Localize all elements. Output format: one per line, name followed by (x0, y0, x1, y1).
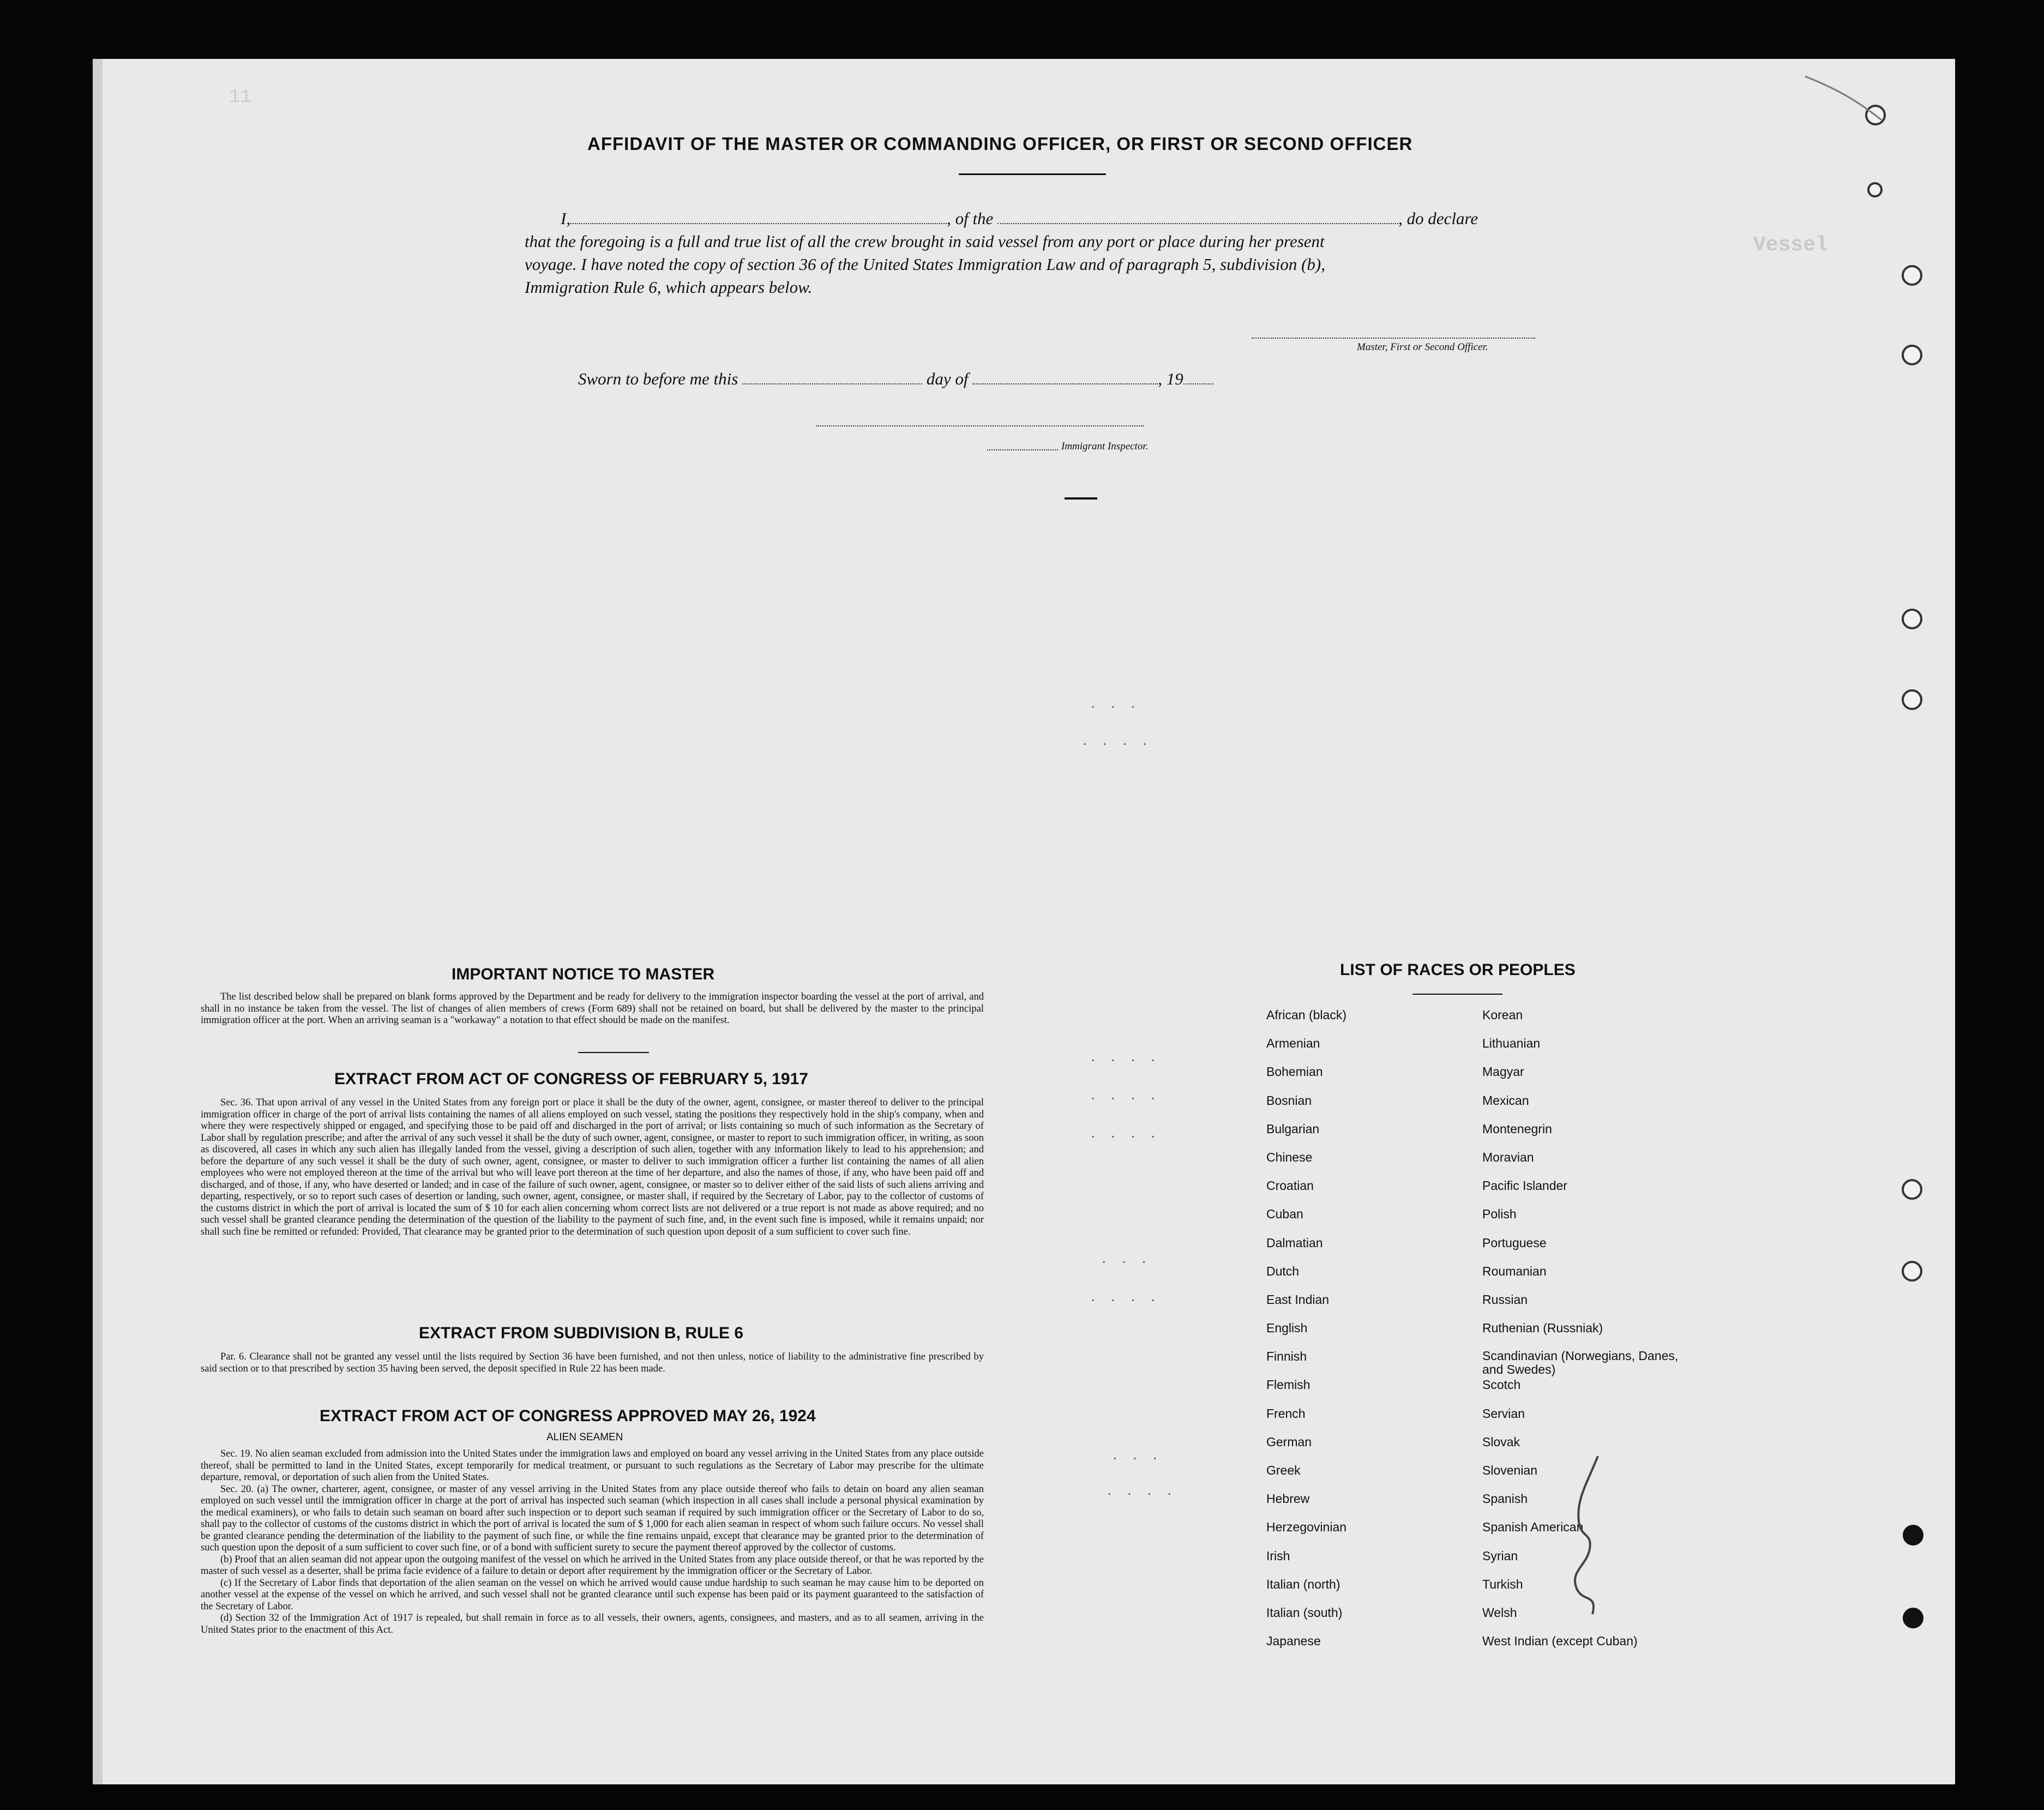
binder-hole (1903, 1525, 1923, 1546)
race-item: Pacific Islander (1482, 1178, 1567, 1193)
race-item: Herzegovinian (1266, 1520, 1347, 1535)
race-item: Portuguese (1482, 1235, 1547, 1250)
race-item: Flemish (1266, 1378, 1310, 1392)
binder-hole (1902, 265, 1922, 286)
declaration-line-1: I, , of the , do declare (561, 209, 1478, 228)
extract-1917-text: Sec. 36. That upon arrival of any vessel in the United States from any foreign port or place it shall be the duty of the owner, agent, consignee, or master thereof to deliver to the principal immigration officer in charge of the port of arrival lists containing the names of all aliens employed on such vessel, stating the positions they respectively hold in the ship's company, when and where they were respectively shipped or engaged, and specifying those to be paid off and discharged in the port of arrival; or lists containing so much of such information as the Secretary of Labor shall by regulation prescribe; and after the arrival of any such vessel it shall be the duty of such owner, agent, consignee, or master to report to such immigration officer, in writing, as soon as discovered, all cases in which any such alien has illegally landed from the vessel, giving a description of such alien, together with any information likely to lead to his apprehension; and before the departure of any such vessel it shall be the duty of such owner, agent, consignee, or master to deliver to such immigration officer a further list containing the names of all alien employees who were not employed thereon at the time of the arrival but who will leave port thereon at the time of her departure, and also the names of those, if any, who have been paid off and discharged, and of those, if any, who have deserted or landed; and in case of the failure of such owner, agent, consignee, or master so to deliver either of the said lists of such aliens arriving and departing, respectively, or so to report such cases of desertion or landing, such owner, agent, consignee, or master shall, if required by the Secretary of Labor, pay to the collector of customs of the customs district in which the port of arrival is located the sum of $ 10 for each alien concerning whom correct lists are not delivered or a true report is not made as above required; and no such vessel shall be granted clearance pending the determination of the question of the liability to the payment of such fine, and, in the event such fine is imposed, while it remains unpaid; nor shall such fine be remitted or refunded: Provided, That clearance may be granted prior to the determination of such question upon deposit of a sum sufficient to cover such fine. (201, 1097, 984, 1237)
title-rule (959, 173, 1106, 175)
race-item: West Indian (except Cuban) (1482, 1634, 1638, 1649)
sworn-line: Sworn to before me this day of , 19 (578, 369, 1213, 389)
bleed-page-number: 11 (229, 87, 251, 108)
race-item: African (black) (1266, 1008, 1346, 1022)
dot-marks: . . . (1091, 694, 1141, 712)
race-item: East Indian (1266, 1292, 1330, 1307)
sworn-day-field[interactable] (742, 370, 922, 384)
binder-hole (1902, 1261, 1922, 1282)
race-item: Japanese (1266, 1634, 1321, 1649)
race-item: Dalmatian (1266, 1235, 1323, 1250)
dot-marks: . . . . (1091, 1123, 1161, 1141)
race-item: Bohemian (1266, 1065, 1323, 1079)
race-item: French (1266, 1406, 1306, 1421)
race-item: Scotch (1482, 1378, 1521, 1392)
race-item: Magyar (1482, 1065, 1524, 1079)
binder-hole (1903, 1608, 1923, 1628)
corner-pencil-mark (1800, 65, 1909, 131)
ink-mark (1065, 497, 1097, 500)
master-signature-caption: Master, First or Second Officer. (1357, 341, 1488, 353)
race-item: Dutch (1266, 1264, 1300, 1278)
dot-marks: . . . . (1091, 1085, 1161, 1103)
dot-marks: . . . . (1107, 1481, 1177, 1499)
race-item: Russian (1482, 1292, 1528, 1307)
race-item: Slovak (1482, 1434, 1520, 1449)
inspector-caption: Immigrant Inspector. (1061, 441, 1149, 452)
races-left-column (1266, 1008, 1346, 1662)
dot-marks: . . . (1102, 1249, 1152, 1267)
race-item: Mexican (1482, 1093, 1529, 1108)
race-item: Moravian (1482, 1150, 1534, 1164)
binder-hole (1902, 609, 1922, 629)
dot-marks: . . . (1113, 1445, 1163, 1463)
race-item: Slovenian (1482, 1463, 1538, 1477)
race-item: Spanish (1482, 1492, 1528, 1506)
race-item: Cuban (1266, 1207, 1303, 1222)
sworn-month-field[interactable] (972, 370, 1158, 384)
section-rule (578, 1052, 649, 1053)
extract-rule6-title: EXTRACT FROM SUBDIVISION B, RULE 6 (419, 1324, 744, 1342)
inspector-signature-line[interactable] (816, 424, 1144, 426)
races-title-rule (1412, 994, 1502, 995)
declaration-line-4: Immigration Rule 6, which appears below. (525, 278, 813, 297)
race-item: Korean (1482, 1008, 1523, 1022)
extract-1917-title: EXTRACT FROM ACT OF CONGRESS OF FEBRUARY 5, 1917 (334, 1070, 808, 1088)
notice-title: IMPORTANT NOTICE TO MASTER (452, 965, 715, 983)
race-item: Scandinavian (Norwegians, Danes, and Swedes) (1482, 1349, 1679, 1377)
binder-hole (1867, 182, 1883, 197)
race-item: Servian (1482, 1406, 1525, 1421)
race-item: Chinese (1266, 1150, 1313, 1164)
declaration-line-2: that the foregoing is a full and true list of all the crew brought in said vessel from any port or place during her present (525, 232, 1325, 251)
races-title: LIST OF RACES OR PEOPLES (1340, 961, 1576, 979)
race-item: Roumanian (1482, 1264, 1547, 1278)
declaration-line-3: voyage. I have noted the copy of section 36 of the United States Immigration Law and of paragraph 5, subdivision (b), (525, 255, 1325, 274)
affidavit-title: AFFIDAVIT OF THE MASTER OR COMMANDING OFFICER, OR FIRST OR SECOND OFFICER (587, 134, 1413, 154)
vessel-field[interactable] (997, 210, 1398, 224)
extract-1924-title: EXTRACT FROM ACT OF CONGRESS APPROVED MAY 26, 1924 (320, 1407, 816, 1425)
dot-marks: . . . . (1091, 1287, 1161, 1305)
race-item: Finnish (1266, 1349, 1307, 1364)
race-item: Spanish American (1482, 1520, 1584, 1535)
declaration-text (525, 207, 1540, 299)
race-item: Ruthenian (Russniak) (1482, 1321, 1603, 1336)
race-item: English (1266, 1321, 1308, 1336)
race-item: Polish (1482, 1207, 1517, 1222)
notice-text: The list described below shall be prepared on blank forms approved by the Department and be ready for delivery to the immigration inspector boarding the vessel at the port of arrival, and shall in no instance be taken from the vessel. The list of changes of alien members of crews (Form 689) shall not be retained on board, but shall be delivered by the master to the principal immigration officer at the port. When an arriving seaman is a "workaway" a notation to that effect should be made on the manifest. (201, 991, 984, 1026)
dot-marks: . . . . (1091, 1047, 1161, 1065)
race-item: German (1266, 1434, 1312, 1449)
race-item: Croatian (1266, 1178, 1314, 1193)
race-item: Syrian (1482, 1548, 1518, 1563)
race-item: Welsh (1482, 1605, 1517, 1620)
master-signature-line[interactable] (1252, 336, 1535, 339)
name-field[interactable] (570, 210, 947, 224)
inspector-signature-line-2[interactable] (987, 448, 1058, 450)
race-item: Italian (south) (1266, 1605, 1343, 1620)
binder-hole (1902, 689, 1922, 710)
race-item: Italian (north) (1266, 1577, 1340, 1591)
race-item: Turkish (1482, 1577, 1523, 1591)
handwritten-scribble (1560, 1451, 1625, 1625)
sheet-edge (93, 59, 103, 1784)
race-item: Greek (1266, 1463, 1301, 1477)
race-item: Bosnian (1266, 1093, 1312, 1108)
race-item: Armenian (1266, 1036, 1320, 1051)
race-item: Lithuanian (1482, 1036, 1541, 1051)
extract-rule6-text: Par. 6. Clearance shall not be granted any vessel until the lists required by Section 36 have been furnished, and not then unless, notice of liability to the administrative fine prescribed by said section or to that prescribed by section 35 having been served, the deposit specified in Rule 22 has been made. (201, 1351, 984, 1374)
race-item: Irish (1266, 1548, 1290, 1563)
binder-hole (1902, 1179, 1922, 1200)
extract-1924-text: Sec. 19. No alien seaman excluded from admission into the United States under the immigration laws and employed on board any vessel arriving in the United States from any place outside thereof, shall be permitted to land in the United States, except temporarily for medical treatment, or pursuant to such regulations as the Secretary of Labor may prescribe for the ultimate departure, removal, or deportation of such alien from the United States. Sec. 20. (a) The owner, charterer, agent, consignee, or master of any vessel arriving in the United States from any place outside thereof who fails to detain on board any alien seaman employed on such vessel until the immigration officer in charge at the port of arrival has inspected such seaman (which inspection in all cases shall include a personal physical examination by the medical examiners), or who fails to detain such seaman on board after such inspection or to deport such seaman if required by such immigration officer or the Secretary of Labor to do so, shall pay to the collector of customs of the customs district in which the port of arrival is located the sum of $ 1,000 for each alien seaman in respect of whom such failure occurs. No vessel shall be granted clearance pending the determination of the liability to the payment of such fine, or while the fine remains unpaid, except that clearance may be granted prior to the determination of such question upon the deposit of a sum sufficient to cover such fine, or of a bond with sufficient surety to secure the payment thereof approved by the collector of customs. (b) Proof that an alien seaman did not appear upon the outgoing manifest of the vessel on which he arrived in the United States from any place outside thereof, or that he was reported by the master of such vessel as a deserter, shall be prima facie evidence of a failure to detain or deport after requirement by the immigration officer or the Secretary of Labor. (c) If the Secretary of Labor finds that deportation of the alien seaman on the vessel on which he arrived would cause undue hardship to such seaman he may cause him to be deported on another vessel at the expense of the vessel on which he arrived, and such vessel shall not be granted clearance until such expense has been paid or its payment guaranteed to the satisfaction of the Secretary of Labor. (d) Section 32 of the Immigration Act of 1917 is repealed, but shall remain in force as to all vessels, their owners, agents, consignees, and masters, and as to all seamen, arriving in the United States prior to the enactment of this Act. (201, 1448, 984, 1635)
extract-1924-subtitle: ALIEN SEAMEN (546, 1432, 623, 1443)
bleed-vessel-label: Vessel (1753, 233, 1828, 257)
race-item: Bulgarian (1266, 1121, 1320, 1136)
binder-hole (1902, 345, 1922, 365)
sworn-year-field[interactable] (1183, 370, 1213, 384)
race-item: Hebrew (1266, 1492, 1310, 1506)
dot-marks: . . . . (1083, 731, 1153, 749)
race-item: Montenegrin (1482, 1121, 1552, 1136)
